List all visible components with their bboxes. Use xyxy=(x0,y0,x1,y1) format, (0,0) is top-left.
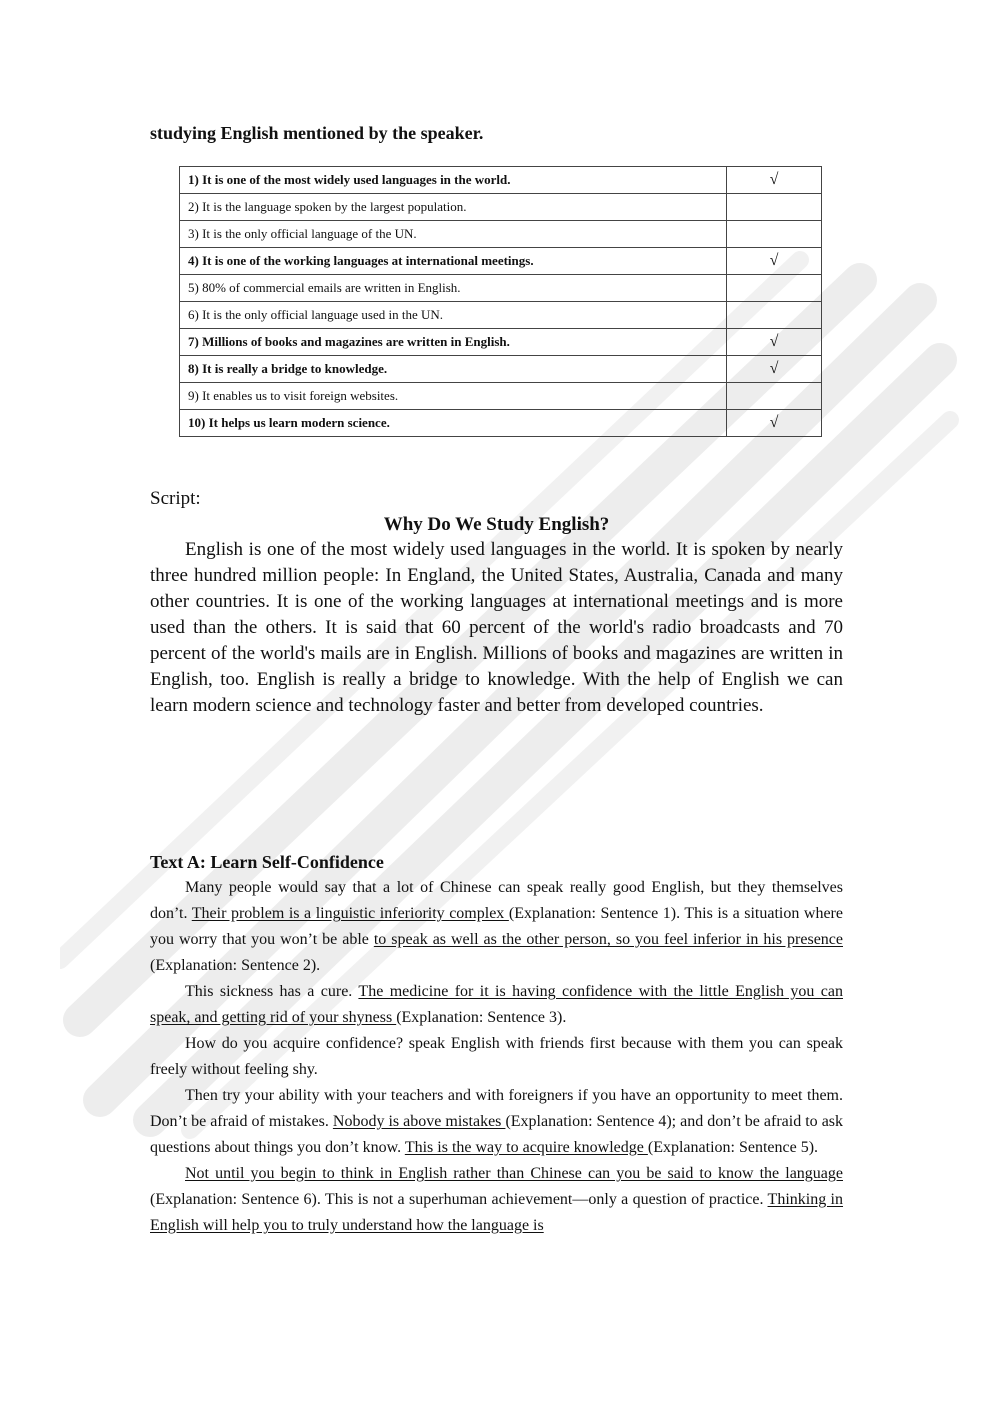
checkmark-cell: √ xyxy=(727,410,822,437)
table-row xyxy=(180,248,822,275)
script-body: English is one of the most widely used languages in the world. It is spoken by nearly three hundred million people: In England, the United States, Australia, Canada and many other countries. It is one of the working languages at international meetings and is more used than the others. It is said that 60 percent of the world's radio broadcasts and 70 percent of the world's mails are in English. Millions of books and magazines are written in English, too. English is really a bridge to knowledge. With the help of English we can learn modern science and technology faster and better from developed countries. xyxy=(150,539,843,716)
table-row xyxy=(180,410,822,437)
text-a-paragraph-5 xyxy=(150,1161,843,1239)
text-a-paragraph-4 xyxy=(150,1083,843,1161)
plain-text: (Explanation: Sentence 1). This is a situation where you worry that you won’t be able xyxy=(150,905,843,948)
text-a-body xyxy=(150,875,843,1239)
text-a-title: Text A: Learn Self-Confidence xyxy=(150,852,384,872)
table-row xyxy=(180,302,822,329)
script-label: Script: xyxy=(150,488,201,509)
script-title: Why Do We Study English? xyxy=(383,514,610,535)
table-row xyxy=(180,194,822,221)
underlined-sentence-5: This is the way to acquire knowledge xyxy=(404,1139,648,1156)
text-a-paragraph-2 xyxy=(150,979,843,1031)
table-row xyxy=(180,167,822,194)
statement-cell: 5) 80% of commercial emails are written in English. xyxy=(180,275,727,302)
underlined-sentence-2: to speak as well as the other person, so you feel inferior in his presence xyxy=(373,931,843,948)
statement-cell: 10) It helps us learn modern science. xyxy=(180,410,727,437)
checkmark-cell xyxy=(727,383,822,410)
plain-text: This sickness has a cure. xyxy=(185,983,359,1000)
plain-text: (Explanation: Sentence 2). xyxy=(150,957,321,974)
underlined-sentence-3: The medicine for it is having confidence with the little English you can speak, and getting rid of your shyness xyxy=(150,983,844,1026)
checkmark-cell xyxy=(727,275,822,302)
plain-text: (Explanation: Sentence 4); and don’t be afraid to ask questions about things you don’t know. xyxy=(150,1113,844,1156)
checkmark-cell: √ xyxy=(727,167,822,194)
table-row xyxy=(180,383,822,410)
statement-checklist-table xyxy=(179,166,822,437)
intro-instruction: studying English mentioned by the speaker. xyxy=(150,123,484,143)
statement-cell: 9) It enables us to visit foreign websites. xyxy=(180,383,727,410)
underlined-sentence-7: Thinking in English will help you to truly understand how the language is xyxy=(150,1191,844,1234)
plain-text: Many people would say that a lot of Chinese can speak really good English, but they themselves don’t. xyxy=(150,879,843,922)
checkmark-cell: √ xyxy=(727,248,822,275)
plain-text: (Explanation: Sentence 6). This is not a superhuman achievement—only a question of practice. xyxy=(150,1191,768,1208)
checkmark-cell xyxy=(727,194,822,221)
table-row xyxy=(180,356,822,383)
text-a-paragraph-3: How do you acquire confidence? speak English with friends first because with them you can speak freely without feeling shy. xyxy=(150,1035,843,1078)
text-a-paragraph-1 xyxy=(150,875,843,979)
statement-cell: 2) It is the language spoken by the largest population. xyxy=(180,194,727,221)
checkmark-cell xyxy=(727,221,822,248)
statement-cell: 1) It is one of the most widely used languages in the world. xyxy=(180,167,727,194)
statement-cell: 3) It is the only official language of the UN. xyxy=(180,221,727,248)
plain-text: (Explanation: Sentence 5). xyxy=(647,1139,819,1156)
underlined-sentence-4: Nobody is above mistakes xyxy=(332,1113,506,1130)
table-row xyxy=(180,275,822,302)
statement-cell: 7) Millions of books and magazines are written in English. xyxy=(180,329,727,356)
checkmark-cell: √ xyxy=(727,356,822,383)
table-row xyxy=(180,221,822,248)
statement-cell: 8) It is really a bridge to knowledge. xyxy=(180,356,727,383)
table-row xyxy=(180,329,822,356)
statement-cell: 6) It is the only official language used in the UN. xyxy=(180,302,727,329)
underlined-sentence-6: Not until you begin to think in English rather than Chinese can you be said to know the language xyxy=(185,1165,843,1182)
plain-text: Then try your ability with your teachers and with foreigners if you have an opportunity to meet them. Don’t be afraid of mistakes. xyxy=(150,1087,843,1130)
checkmark-cell xyxy=(727,302,822,329)
plain-text: (Explanation: Sentence 3). xyxy=(396,1009,567,1026)
checkmark-cell: √ xyxy=(727,329,822,356)
underlined-sentence-1: Their problem is a linguistic inferiority complex xyxy=(191,905,509,922)
statement-cell: 4) It is one of the working languages at international meetings. xyxy=(180,248,727,275)
